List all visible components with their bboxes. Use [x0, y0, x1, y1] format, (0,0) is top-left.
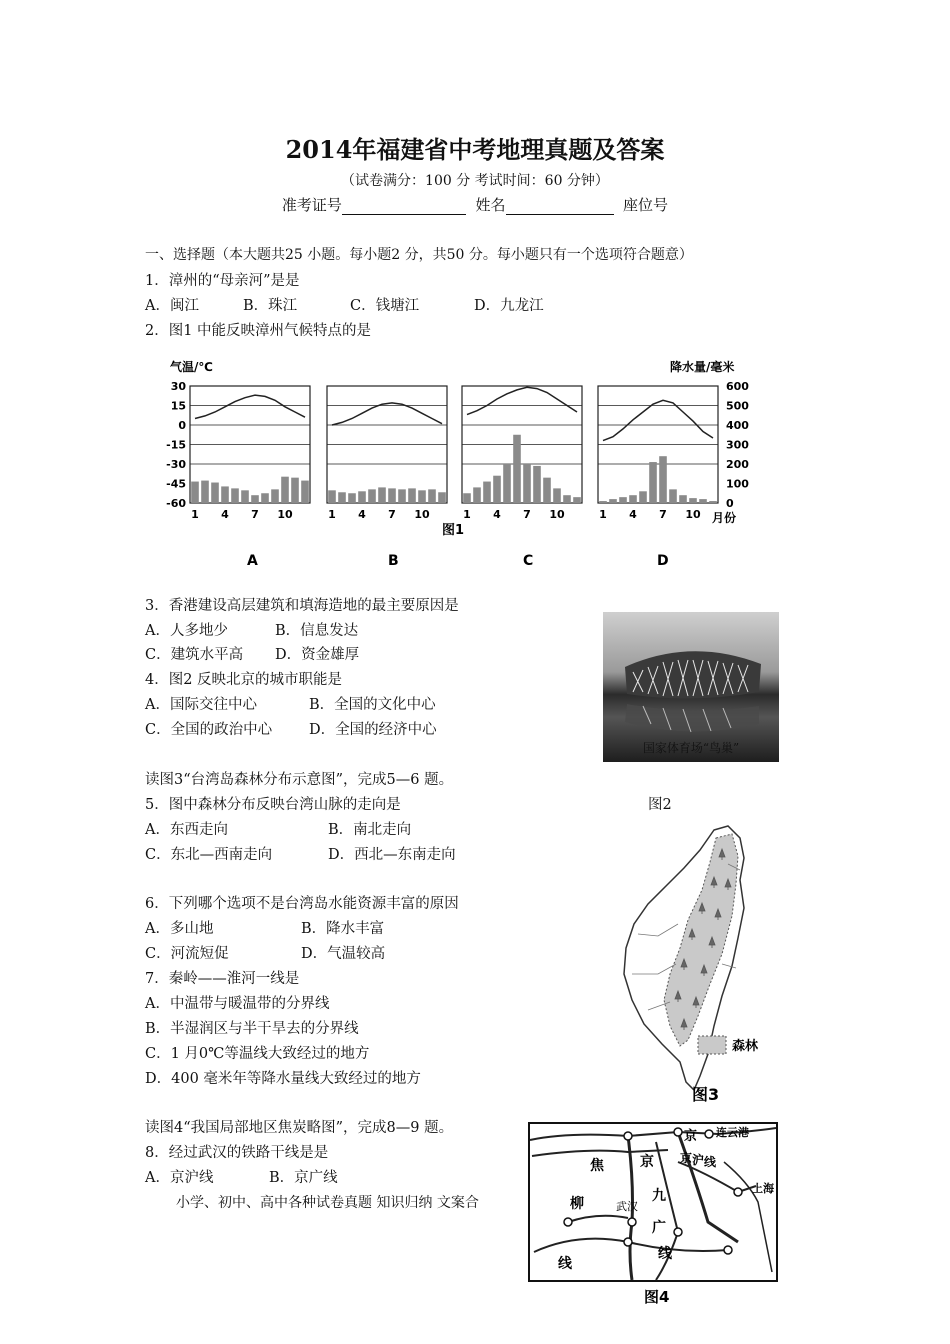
q4-option-d[interactable]: D．全国的经济中心 [309, 722, 437, 738]
fig1-temp-tick: -30 [166, 458, 186, 471]
q3-options-ab [145, 619, 358, 640]
climate-panel-b [327, 386, 447, 521]
precip-bar [513, 435, 521, 503]
fig2-label: 图2 [648, 797, 672, 813]
q1-option-c[interactable]: C．钱塘江 [350, 298, 420, 314]
q1-options [145, 294, 544, 315]
fig1-temp-tick: 0 [178, 419, 186, 432]
climate-panel-a [190, 386, 310, 521]
precip-bar [358, 491, 366, 503]
precip-bar [281, 477, 289, 503]
fig4-label-jing2: 京 [640, 1154, 654, 1170]
fig4-label-jiu: 九 [652, 1188, 666, 1204]
fig1-left-axis-label: 气温/℃ [170, 360, 213, 374]
fig1-temp-tick: 15 [170, 399, 186, 413]
precip-bar [473, 487, 481, 503]
precip-bar [573, 497, 581, 503]
fig1-panel-label-a: A [247, 553, 258, 569]
month-tick: 7 [523, 508, 531, 521]
q8-stem: 8．经过武汉的铁路干线是是 [145, 1145, 329, 1161]
precip-bar [241, 490, 249, 503]
q3-stem: 3．香港建设高层建筑和填海造地的最主要原因是 [145, 598, 459, 614]
photo-caption: 国家体育场“鸟巢” [642, 741, 740, 755]
fig4-label-jing1: 京 [684, 1129, 698, 1144]
precip-bar [679, 495, 687, 503]
month-tick: 1 [328, 508, 336, 521]
month-tick: 4 [221, 508, 229, 521]
candidate-info-line [0, 194, 950, 215]
q6-option-a[interactable]: A．多山地 [145, 921, 214, 937]
precip-bar [271, 489, 279, 503]
q3-option-a[interactable]: A．人多地少 [145, 623, 228, 639]
fig4-railway-map [528, 1122, 780, 1314]
fig4-label-liu: 柳 [570, 1196, 584, 1212]
fig1-temp-tick: 30 [170, 380, 186, 393]
precip-bar [231, 488, 239, 503]
fig1-temp-tick: -15 [166, 438, 186, 452]
fig4-label-jing3: 京 [680, 1151, 693, 1165]
forest-legend-label: 森林 [732, 1039, 759, 1054]
month-tick: 1 [191, 508, 199, 521]
q3-option-c[interactable]: C．建筑水平高 [145, 647, 244, 663]
precip-bar [523, 464, 531, 503]
month-tick: 7 [251, 508, 259, 521]
fig4-label-wuhan: 武汉 [616, 1200, 638, 1213]
precip-bar [619, 497, 627, 503]
fig4-label-guang: 广 [652, 1220, 666, 1236]
q6-option-c[interactable]: C．河流短促 [145, 946, 229, 962]
precip-bar [543, 478, 551, 503]
q6-options-cd [145, 942, 385, 963]
fig1-precip-tick: 500 [726, 399, 749, 413]
q4-option-b[interactable]: B．全国的文化中心 [309, 697, 436, 713]
precip-bar [191, 482, 199, 503]
precip-bar [463, 493, 471, 503]
precip-bar [418, 490, 426, 503]
fig4-label-lianyungang: 连云港 [716, 1126, 749, 1139]
month-tick: 1 [463, 508, 471, 521]
q6-stem: 6．下列哪个选项不是台湾岛水能资源丰富的原因 [145, 896, 459, 912]
precip-bar [599, 501, 607, 503]
q5-options-cd [145, 843, 456, 864]
section-heading: 一、选择题（本大题共25 小题。每小题2 分，共50 分。每小题只有一个选项符合题意） [145, 247, 693, 263]
precip-bar [503, 464, 511, 503]
precip-bar [201, 481, 209, 503]
fig1-precip-tick: 100 [726, 477, 749, 491]
q7-option-d[interactable]: D．400 毫米年等降水量线大致经过的地方 [145, 1071, 421, 1087]
month-tick: 10 [549, 508, 565, 521]
q5-option-a[interactable]: A．东西走向 [145, 822, 228, 838]
read-fig4-instruction: 读图4“我国局部地区焦炭略图”，完成8—9 题。 [145, 1120, 454, 1136]
climate-panel-c [462, 386, 582, 521]
q3-options-cd [145, 643, 359, 664]
month-tick: 7 [388, 508, 396, 521]
precip-bar [609, 499, 617, 503]
q6-option-d[interactable]: D．气温较高 [301, 946, 386, 962]
name-field[interactable] [506, 200, 614, 215]
q7-option-b[interactable]: B．半湿润区与半干旱去的分界线 [145, 1021, 359, 1037]
q2-stem: 2．图1 中能反映漳州气候特点的是 [145, 323, 372, 339]
page-title: 2014年福建省中考地理真题及答案 [285, 135, 665, 164]
month-tick: 4 [493, 508, 501, 521]
precip-bar [428, 489, 436, 503]
precip-bar [493, 476, 501, 503]
precip-bar [639, 491, 647, 503]
month-tick: 10 [414, 508, 430, 521]
month-tick: 4 [629, 508, 637, 521]
id-field[interactable] [342, 200, 466, 215]
precip-bar [553, 488, 561, 503]
month-tick: 4 [358, 508, 366, 521]
footer-text: 小学、初中、高中各种试卷真题 知识归纳 文案合 [176, 1195, 479, 1211]
birds-nest-photo [603, 612, 779, 762]
precip-bar [689, 498, 697, 503]
exam-info: （试卷满分：100 分 考试时间：60 分钟） [341, 173, 609, 189]
fig1-panel-label-c: C [523, 553, 534, 569]
fig4-label: 图4 [644, 1288, 670, 1306]
q4-stem: 4．图2 反映北京的城市职能是 [145, 672, 343, 688]
q4-options-ab [145, 693, 436, 714]
q6-options-ab [145, 917, 384, 938]
q1-option-b[interactable]: B．珠江 [243, 298, 298, 314]
fig1-panel-label-b: B [388, 553, 399, 569]
precip-bar [563, 495, 571, 503]
month-tick: 10 [685, 508, 701, 521]
q8-option-a[interactable]: A．京沪线 [145, 1170, 214, 1186]
precip-bar [398, 489, 406, 503]
month-tick: 7 [659, 508, 667, 521]
precip-bar [368, 489, 376, 503]
fig1-precip-tick: 300 [726, 438, 749, 452]
read-fig3-instruction: 读图3“台湾岛森林分布示意图”，完成5—6 题。 [145, 772, 454, 788]
q5-option-d[interactable]: D．西北—东南走向 [328, 847, 456, 863]
precip-bar [328, 490, 336, 503]
precip-bar [533, 466, 541, 503]
q1-option-d[interactable]: D．九龙江 [474, 298, 544, 314]
precip-bar [301, 481, 309, 503]
q7-option-a[interactable]: A．中温带与暖温带的分界线 [145, 996, 330, 1012]
fig4-label-xian2: 线 [658, 1246, 672, 1262]
precip-bar [348, 493, 356, 503]
fig1-temp-tick: -60 [166, 497, 186, 510]
precip-bar [378, 487, 386, 503]
fig1-temp-tick: -45 [166, 477, 186, 491]
q1-option-a[interactable]: A．闽江 [145, 298, 199, 314]
fig1-month-label: 月份 [712, 511, 737, 525]
fig1-right-axis-label: 降水量/毫米 [670, 360, 735, 374]
precip-bar [211, 483, 219, 503]
q8-option-b[interactable]: B．京广线 [269, 1170, 338, 1186]
fig1-precip-tick: 600 [726, 380, 749, 393]
climate-panel-d [598, 386, 718, 521]
precip-bar [438, 492, 446, 503]
precip-bar [388, 488, 396, 503]
precip-bar [408, 488, 416, 503]
fig1-precip-tick: 0 [726, 497, 734, 510]
fig4-label-xian: 线 [704, 1155, 717, 1169]
seat-label: 座位号 [623, 196, 669, 214]
precip-bar [261, 493, 269, 503]
q5-option-c[interactable]: C．东北—西南走向 [145, 847, 273, 863]
precip-bar [669, 489, 677, 503]
q1-stem: 1．漳州的“母亲河”是是 [145, 273, 300, 289]
q7-stem: 7．秦岭——淮河一线是 [145, 971, 300, 987]
q4-option-c[interactable]: C．全国的政治中心 [145, 722, 273, 738]
fig3-label: 图3 [692, 1085, 720, 1104]
month-tick: 10 [277, 508, 293, 521]
precip-bar [251, 495, 259, 503]
precip-bar [629, 495, 637, 503]
q5-stem: 5．图中森林分布反映台湾山脉的走向是 [145, 797, 401, 813]
fig1-precip-tick: 200 [726, 458, 749, 471]
precip-bar [659, 456, 667, 503]
fig4-label-xian3: 线 [558, 1256, 572, 1272]
q4-options-cd [145, 718, 437, 739]
q4-option-a[interactable]: A．国际交往中心 [145, 697, 257, 713]
q5-option-b[interactable]: B．南北走向 [328, 822, 412, 838]
precip-bar [699, 499, 707, 503]
fig4-label-shanghai: 上海 [752, 1182, 774, 1195]
precip-bar [483, 482, 491, 503]
fig1-caption: 图1 [442, 523, 465, 538]
precip-bar [338, 492, 346, 503]
month-tick: 1 [599, 508, 607, 521]
q6-option-b[interactable]: B．降水丰富 [301, 921, 385, 937]
fig1-precip-tick: 400 [726, 419, 749, 432]
id-label: 准考证号 [281, 196, 342, 214]
fig3-taiwan-forest-map [618, 824, 778, 1104]
name-label: 姓名 [475, 196, 506, 214]
fig1-climate-charts [160, 356, 780, 572]
q8-options [145, 1166, 338, 1187]
forest-legend-swatch [698, 1036, 726, 1054]
precip-bar [709, 501, 717, 503]
precip-bar [221, 486, 229, 503]
q5-options-ab [145, 818, 411, 839]
precip-bar [649, 462, 657, 503]
q7-option-c[interactable]: C．1 月0℃等温线大致经过的地方 [145, 1046, 370, 1062]
q3-option-b[interactable]: B．信息发达 [275, 623, 359, 639]
fig4-label-jiao: 焦 [590, 1158, 604, 1174]
fig1-panel-label-d: D [657, 553, 669, 569]
q3-option-d[interactable]: D．资金雄厚 [275, 647, 360, 663]
fig4-label-hu: 沪 [692, 1153, 705, 1167]
precip-bar [291, 478, 299, 503]
